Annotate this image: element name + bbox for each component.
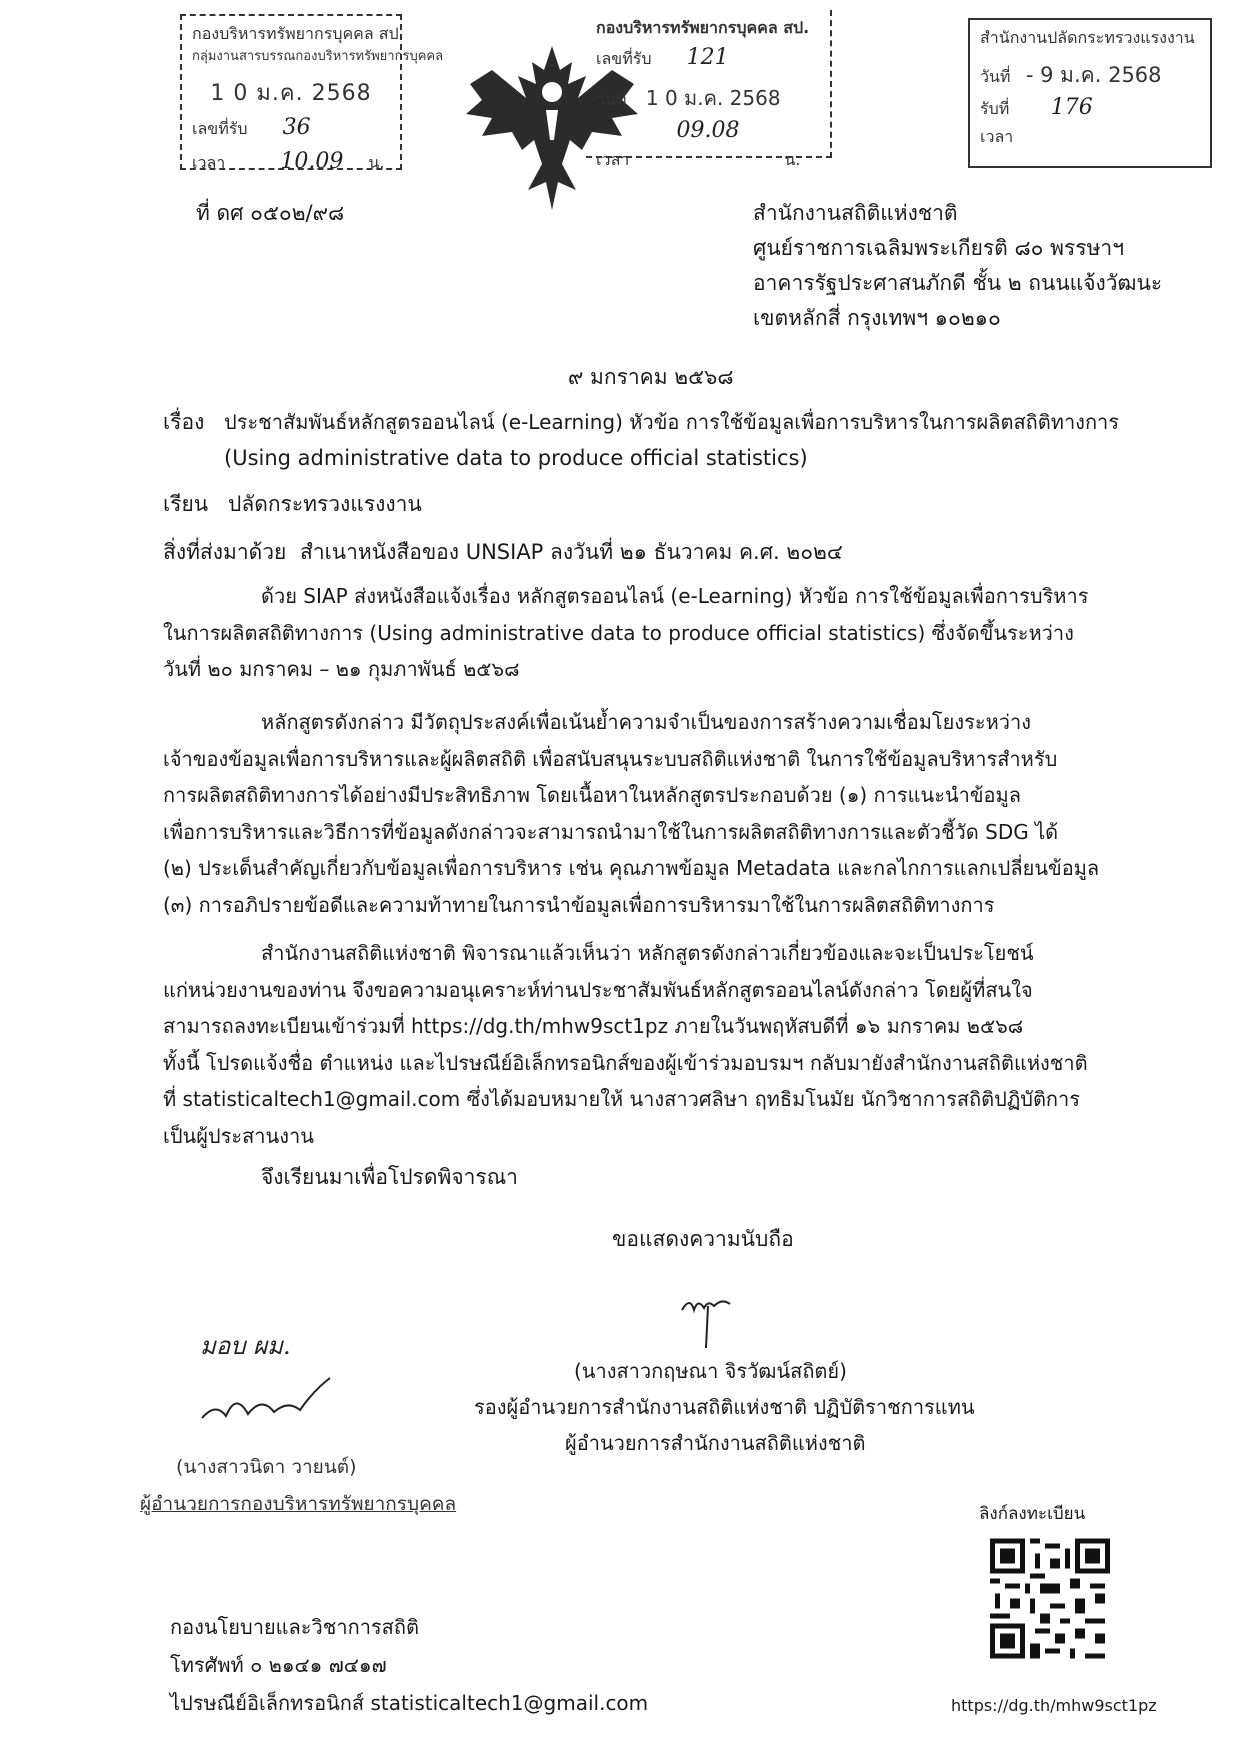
stamp-number: 176: [1050, 95, 1093, 121]
paragraph-line: สำนักงานสถิติแห่งชาติ พิจารณาแล้วเห็นว่า หลักสูตรดังกล่าวเกี่ยวข้องและจะเป็นประโยชน์: [261, 941, 1034, 965]
paragraph-line: หลักสูตรดังกล่าว มีวัตถุประสงค์เพื่อเน้นย้ำความจำเป็นของการสร้างความเชื่อมโยงระหว่าง: [261, 710, 1032, 734]
paragraph-2: [163, 704, 1099, 923]
letter-date: ๙ มกราคม ๒๕๖๘: [568, 365, 734, 389]
footer-phone: โทรศัพท์ ๐ ๒๑๔๑ ๗๔๑๗: [170, 1653, 387, 1677]
stamp-number-label: เลขที่รับ: [596, 48, 652, 68]
paragraph-line: (๓) การอภิปรายข้อดีและความท้าทายในการนำข้อมูลเพื่อการบริหารมาใช้ในการผลิตสถิติทางการ: [163, 892, 995, 917]
stamp-subtitle: กลุ่มงานสารบรรณกองบริหารทรัพยากรบุคคล: [192, 48, 444, 64]
paragraph-line: ในการผลิตสถิติทางการ (Using administrative data to produce official statistics) ซึ่งจัดขึ้นระหว่าง: [163, 620, 1074, 645]
address-line: อาคารรัฐประศาสนภักดี ชั้น ๒ ถนนแจ้งวัฒนะ: [753, 271, 1163, 295]
paragraph-line: เป็นผู้ประสานงาน: [163, 1123, 314, 1148]
stamp-date: - 9 ม.ค. 2568: [1025, 62, 1162, 87]
address-line: สำนักงานสถิติแห่งชาติ: [753, 201, 958, 225]
signer-title: รองผู้อำนวยการสำนักงานสถิติแห่งชาติ ปฏิบัติราชการแทน: [474, 1395, 975, 1419]
closing-request: จึงเรียนมาเพื่อโปรดพิจารณา: [261, 1165, 518, 1189]
handwritten-name: (นางสาวนิดา วายนต์): [176, 1456, 357, 1478]
received-stamp-ps-right: [968, 18, 1212, 168]
footer-email: ไปรษณีย์อิเล็กทรอนิกส์ statisticaltech1@gmail.com: [170, 1691, 649, 1715]
reference-number: ที่ ดศ ๐๕๐๒/๙๘: [196, 201, 345, 225]
qr-caption: ลิงก์ลงทะเบียน: [979, 1504, 1086, 1524]
signer-title: ผู้อำนวยการสำนักงานสถิติแห่งชาติ: [565, 1431, 866, 1455]
salutation-label: เรียน: [163, 492, 209, 516]
stamp-time-suffix: น.: [368, 153, 385, 173]
stamp-time-label: เวลา: [980, 127, 1014, 147]
enclosure-label: สิ่งที่ส่งมาด้วย: [163, 540, 287, 564]
stamp-number-label: รับที่: [980, 99, 1010, 119]
stamp-number: 36: [282, 115, 311, 141]
stamp-date-label: วันที่: [980, 66, 1011, 86]
stamp-number-label: เลขที่รับ: [192, 119, 248, 139]
paragraph-line: วันที่ ๒๐ มกราคม – ๒๑ กุมภาพันธ์ ๒๕๖๘: [163, 657, 520, 681]
address-line: ศูนย์ราชการเฉลิมพระเกียรติ ๘๐ พรรษาฯ: [753, 236, 1125, 260]
stamp-title: กองบริหารทรัพยากรบุคคล สป.: [596, 18, 810, 37]
stamp-title: สำนักงานปลัดกระทรวงแรงงาน: [980, 28, 1195, 47]
paragraph-line: แก่หน่วยงานของท่าน จึงขอความอนุเคราะห์ท่านประชาสัมพันธ์หลักสูตรออนไลน์ดังกล่าว โดยผู้ที่สนใจ: [163, 977, 1033, 1002]
stamp-time-suffix: น.: [784, 149, 801, 169]
paragraph-line: เพื่อการบริหารและวิธีการที่ข้อมูลดังกล่าวจะสามารถนำมาใช้ในการผลิตสถิติทางการและตัวชี้วัด SDG ได้: [163, 819, 1059, 844]
stamp-time: 10.09: [280, 149, 344, 175]
stamp-number: 121: [686, 44, 729, 70]
paragraph-line: สามารถลงทะเบียนเข้าร่วมที่ https://dg.th/mhw9sct1pz ภายในวันพฤหัสบดีที่ ๑๖ มกราคม ๒๕๖๘: [163, 1014, 1024, 1038]
paragraph-line: ด้วย SIAP ส่งหนังสือแจ้งเรื่อง หลักสูตรออนไลน์ (e-Learning) หัวข้อ การใช้ข้อมูลเพื่อการบริหาร: [261, 584, 1089, 608]
subject-label: เรื่อง: [163, 410, 205, 434]
closing: ขอแสดงความนับถือ: [612, 1227, 794, 1251]
stamp-time-label: เวลา: [596, 149, 630, 169]
signature: [678, 1296, 738, 1352]
footer-division: กองนโยบายและวิชาการสถิติ: [170, 1615, 419, 1639]
stamp-time: 09.08: [676, 117, 740, 143]
stamp-date: 1 0 ม.ค. 2568: [645, 85, 781, 110]
handwritten-title: ผู้อำนวยการกองบริหารทรัพยากรบุคคล: [140, 1493, 457, 1515]
paragraph-line: เจ้าของข้อมูลเพื่อการบริหารและผู้ผลิตสถิติ เพื่อสนับสนุนระบบสถิติแห่งชาติ ในการใช้ข้อมูลบริหารสำหรับ: [163, 746, 1058, 771]
registration-qr-code[interactable]: [985, 1532, 1115, 1670]
stamp-date: 1 0 ม.ค. 2568: [210, 80, 372, 106]
recipient: ปลัดกระทรวงแรงงาน: [228, 492, 422, 516]
signer-name: (นางสาวกฤษณา จิรวัฒน์สถิตย์): [574, 1359, 847, 1383]
received-stamp-hr-center: [586, 10, 832, 169]
paragraph-line: (๒) ประเด็นสำคัญเกี่ยวกับข้อมูลเพื่อการบริหาร เช่น คุณภาพข้อมูล Metadata และกลไกการแลกเปลี่ยนข้อมูล: [163, 856, 1100, 880]
paragraph-line: ที่ statisticaltech1@gmail.com ซึ่งได้มอบหมายให้ นางสาวศลิษา ฤทธิมโนมัย นักวิชาการสถิติปฏิบัติการ: [163, 1087, 1081, 1111]
paragraph-line: การผลิตสถิติทางการได้อย่างมีประสิทธิภาพ โดยเนื้อหาในหลักสูตรประกอบด้วย (๑) การแนะนำข้อมูล: [163, 783, 1021, 807]
stamp-date-label: วันที่: [596, 89, 627, 109]
received-stamp-hr-left: [180, 14, 444, 175]
stamp-time-label: เวลา: [192, 153, 226, 173]
subject-line: ประชาสัมพันธ์หลักสูตรออนไลน์ (e-Learning) หัวข้อ การใช้ข้อมูลเพื่อการบริหารในการผลิตสถิติทางการ: [224, 410, 1120, 434]
stamp-title: กองบริหารทรัพยากรบุคคล สป.: [192, 24, 404, 43]
paragraph-1: [163, 578, 1088, 688]
paragraph-3: [163, 935, 1088, 1154]
subject-line-english: (Using administrative data to produce official statistics): [224, 446, 808, 470]
handwritten-signature: [196, 1372, 336, 1432]
sender-address: [753, 196, 1162, 336]
address-line: เขตหลักสี่ กรุงเทพฯ ๑๐๒๑๐: [753, 306, 1001, 330]
qr-url[interactable]: https://dg.th/mhw9sct1pz: [951, 1696, 1157, 1715]
paragraph-line: ทั้งนี้ โปรดแจ้งชื่อ ตำแหน่ง และไปรษณีย์อิเล็กทรอนิกส์ของผู้เข้าร่วมอบรมฯ กลับมายังสำนักงานสถิติแห่งชาติ: [163, 1050, 1088, 1075]
handwritten-note: มอบ ผม.: [200, 1332, 291, 1360]
enclosure: สำเนาหนังสือของ UNSIAP ลงวันที่ ๒๑ ธันวาคม ค.ศ. ๒๐๒๔: [300, 540, 843, 564]
